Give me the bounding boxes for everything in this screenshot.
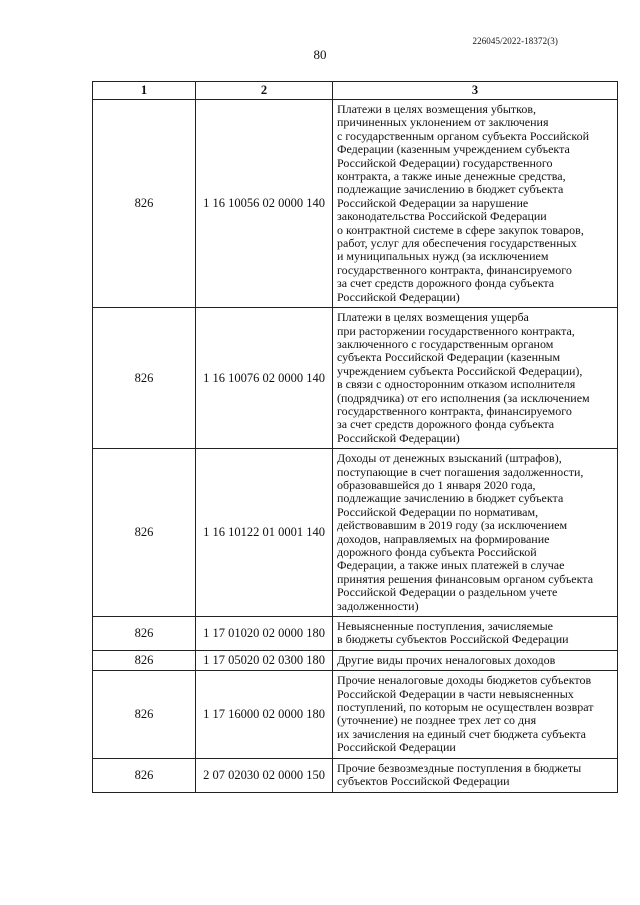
description-cell: [333, 671, 618, 758]
admin-code-cell: 826: [93, 617, 196, 651]
description-cell: [333, 100, 618, 308]
kbk-cell: 1 17 16000 02 0000 180: [196, 671, 333, 758]
document-id: 226045/2022-18372(3): [472, 36, 558, 46]
table-row: [93, 617, 618, 651]
description-text: Платежи в целях возмещения ущерба при расторжении государственного контракта, заключенного с государственным органом субъекта Российской Федерации (казенным учреждением субъекта Российской Федерации), в связи с односторонним отказом исполнителя (подрядчика) от его исполнения (за исключением государственного контракта, финансируемого за счет средств дорожного фонда субъекта Российской Федерации): [337, 310, 590, 445]
column-header-3: 3: [333, 82, 618, 100]
column-header-1: 1: [93, 82, 196, 100]
description-cell: [333, 617, 618, 651]
description-text: Прочие неналоговые доходы бюджетов субъектов Российской Федерации в части невыясненных поступлений, по которым не осуществлен возврат (уточнение) не позднее трех лет со дня их зачисления на единый счет бюджета субъекта Российской Федерации: [337, 673, 594, 755]
kbk-cell: 1 17 01020 02 0000 180: [196, 617, 333, 651]
admin-code-cell: 826: [93, 100, 196, 308]
kbk-cell: 1 16 10122 01 0001 140: [196, 449, 333, 617]
table-row: [93, 449, 618, 617]
description-text: Другие виды прочих неналоговых доходов: [337, 652, 556, 667]
description-cell: [333, 758, 618, 792]
column-header-2: 2: [196, 82, 333, 100]
description-cell: [333, 650, 618, 670]
admin-code-cell: 826: [93, 758, 196, 792]
admin-code-cell: 826: [93, 449, 196, 617]
kbk-cell: 1 16 10076 02 0000 140: [196, 308, 333, 449]
admin-code-cell: 826: [93, 650, 196, 670]
description-cell: [333, 449, 618, 617]
description-text: Доходы от денежных взысканий (штрафов), поступающие в счет погашения задолженности, образовавшейся до 1 января 2020 года, подлежащие зачислению в бюджет субъекта Российской Федерации по нормативам, действовавшим в 2019 году (за исключением доходов, направляемых на формирование дорожного фонда субъекта Российской Федерации, а также иных платежей в случае принятия решения финансовым органом субъекта Российской Федерации о раздельном учете задолженности): [337, 451, 594, 613]
description-text: Прочие безвозмездные поступления в бюджеты субъектов Российской Федерации: [337, 760, 582, 789]
kbk-cell: 1 17 05020 02 0300 180: [196, 650, 333, 670]
kbk-cell: 1 16 10056 02 0000 140: [196, 100, 333, 308]
table-row: [93, 308, 618, 449]
page-number: 80: [313, 47, 327, 62]
table-row: [93, 758, 618, 792]
description-text: Невыясненные поступления, зачисляемые в бюджеты субъектов Российской Федерации: [337, 619, 569, 647]
admin-code-cell: 826: [93, 671, 196, 758]
kbk-cell: 2 07 02030 02 0000 150: [196, 758, 333, 792]
description-text: Платежи в целях возмещения убытков, причиненных уклонением от заключения с государственным органом субъекта Российской Федерации (казенным учреждением субъекта Российской Федерации) государственного контракта, а также иные денежные средства, подлежащие зачислению в бюджет субъекта Российской Федерации за нарушение законодательства Российской Федерации о контрактной системе в сфере закупок товаров, работ, услуг для обеспечения государственных и муниципальных нужд (за исключением государственного контракта, финансируемого за счет средств дорожного фонда субъекта Российской Федерации): [337, 102, 589, 304]
table-row: [93, 100, 618, 308]
admin-code-cell: 826: [93, 308, 196, 449]
table-header-row: [93, 82, 618, 100]
table-row: [93, 671, 618, 758]
description-cell: [333, 308, 618, 449]
budget-codes-table: [92, 81, 618, 793]
table-row: [93, 650, 618, 670]
